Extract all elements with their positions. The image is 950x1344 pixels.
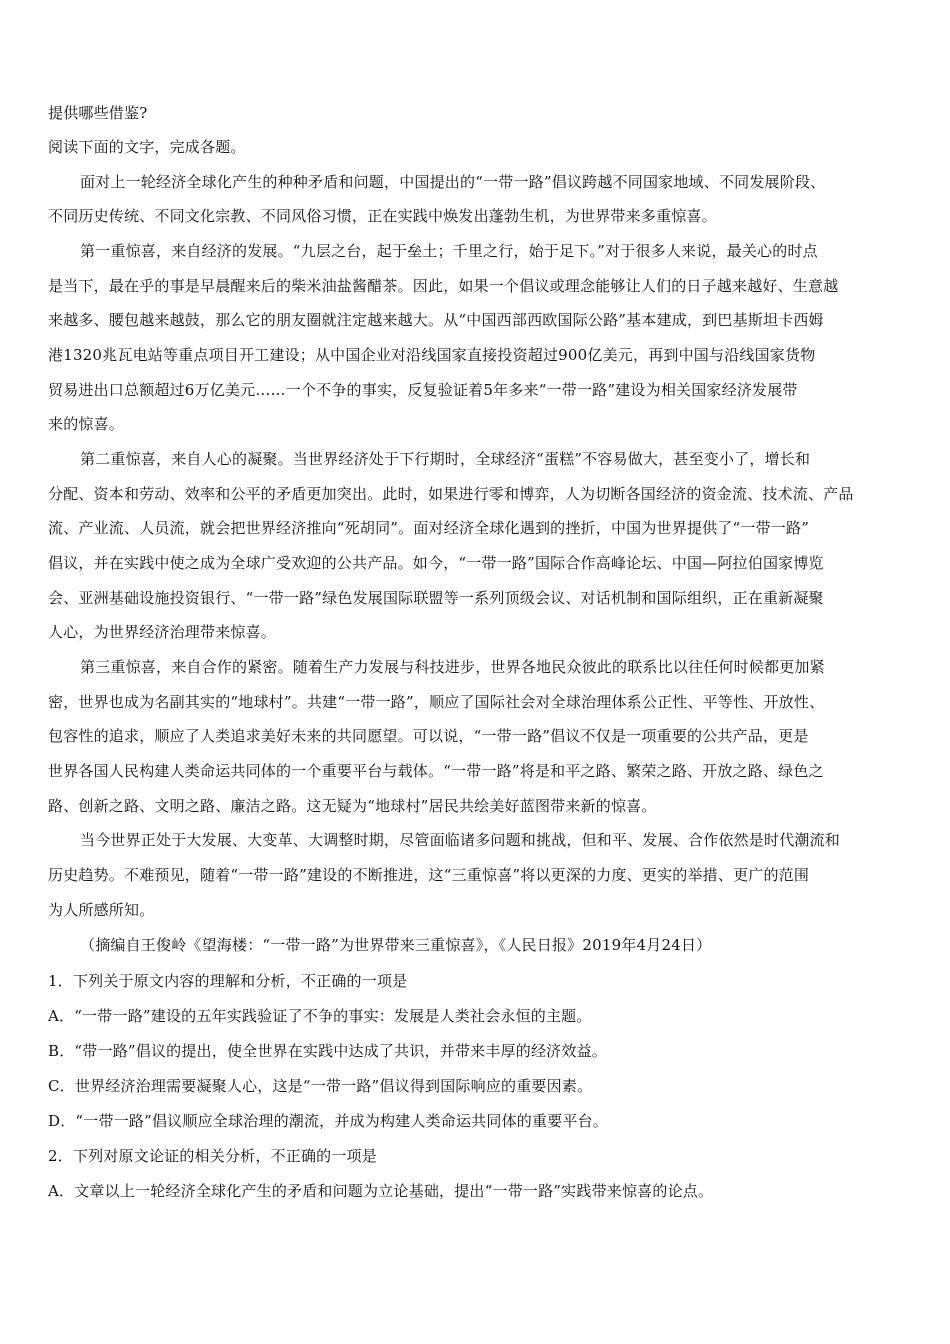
top-fragment: 提供哪些借鉴? (48, 104, 148, 122)
paragraph-2-line-6: 来的惊喜。 (48, 415, 125, 433)
question-2-stem: 2．下列对原文论证的相关分析，不正确的一项是 (48, 1147, 377, 1165)
paragraph-4-line-1: 第三重惊喜，来自合作的紧密。随着生产力发展与科技进步，世界各地民众彼此的联系比以往任何时候都更加紧 (80, 658, 825, 676)
paragraph-2-line-1: 第一重惊喜，来自经济的发展。“九层之台，起于垒土；千里之行，始于足下。”对于很多人来说，最关心的时点 (80, 242, 818, 260)
paragraph-4-line-3: 包容性的追求，顺应了人类追求美好未来的共同愿望。可以说，“一带一路”倡议不仅是一项重要的公共产品，更是 (48, 727, 809, 745)
question-1-option-c: C．世界经济治理需要凝聚人心，这是“一带一路”倡议得到国际响应的重要因素。 (48, 1077, 593, 1095)
paragraph-3-line-6: 人心，为世界经济治理带来惊喜。 (48, 623, 277, 641)
paragraph-2-line-3: 来越多、腰包越来越鼓，那么它的朋友圈就注定越来越大。从“中国西部西欧国际公路”基本建成，到巴基斯坦卡西姆 (48, 311, 824, 329)
question-1-option-a: A．“一带一路”建设的五年实践验证了不争的事实：发展是人类社会永恒的主题。 (48, 1007, 592, 1025)
paragraph-5-line-2: 历史趋势。不难预见，随着“一带一路”建设的不断推进，这“三重惊喜”将以更深的力度、更实的举措、更广的范围 (48, 866, 810, 884)
paragraph-5-line-3: 为人所感所知。 (48, 901, 155, 919)
paragraph-4-line-2: 密，世界也成为名副其实的“地球村”。共建“一带一路”，顺应了国际社会对全球治理体系公正性、平等性、开放性、 (48, 693, 825, 711)
paragraph-2-line-5: 贸易进出口总额超过6万亿美元……一个不争的事实，反复验证着5年多来“一带一路”建设为相关国家经济发展带 (48, 381, 798, 399)
source-citation: （摘编自王俊岭《望海楼：“一带一路”为世界带来三重惊喜》，《人民日报》2019年4月24日） (80, 936, 712, 954)
paragraph-2-line-2: 是当下，最在乎的事是早晨醒来后的柴米油盐酱醋茶。因此，如果一个倡议或理念能够让人们的日子越来越好、生意越 (48, 277, 839, 295)
paragraph-2-line-4: 港1320兆瓦电站等重点项目开工建设；从中国企业对沿线国家直接投资超过900亿美元，再到中国与沿线国家货物 (48, 346, 816, 364)
paragraph-3-line-5: 会、亚洲基础设施投资银行、“一带一路”绿色发展国际联盟等一系列顶级会议、对话机制和国际组织，正在重新凝聚 (48, 589, 824, 607)
paragraph-1-line-2: 不同历史传统、不同文化宗教、不同风俗习惯，正在实践中焕发出蓬勃生机，为世界带来多重惊喜。 (48, 207, 717, 225)
question-1-option-d: D．“一带一路”倡议顺应全球治理的潮流，并成为构建人类命运共同体的重要平台。 (48, 1112, 608, 1130)
paragraph-4-line-4: 世界各国人民构建人类命运共同体的一个重要平台与载体。“一带一路”将是和平之路、繁荣之路、开放之路、绿色之 (48, 762, 824, 780)
paragraph-3-line-1: 第二重惊喜，来自人心的凝聚。当世界经济处于下行期时，全球经济“蛋糕”不容易做大，甚至变小了，增长和 (80, 450, 811, 468)
paragraph-3-line-4: 倡议，并在实践中使之成为全球广受欢迎的公共产品。如今，“一带一路”国际合作高峰论坛、中国—阿拉伯国家博览 (48, 554, 824, 572)
question-1-option-b: B．“带一路”倡议的提出，使全世界在实践中达成了共识，并带来丰厚的经济效益。 (48, 1042, 607, 1060)
paragraph-4-line-5: 路、创新之路、文明之路、廉洁之路。这无疑为“地球村”居民共绘美好蓝图带来新的惊喜。 (48, 797, 657, 815)
question-1-stem: 1．下列关于原文内容的理解和分析，不正确的一项是 (48, 972, 408, 990)
question-2-option-a: A．文章以上一轮经济全球化产生的矛盾和问题为立论基础，提出“一带一路”实践带来惊喜的论点。 (48, 1182, 714, 1200)
paragraph-3-line-3: 流、产业流、人员流，就会把世界经济推向“死胡同”。面对经济全球化遇到的挫折，中国为世界提供了“一带一路” (48, 519, 810, 537)
paragraph-3-line-2: 分配、资本和劳动、效率和公平的矛盾更加突出。此时，如果进行零和博弈，人为切断各国经济的资金流、技术流、产品 (48, 485, 854, 503)
instruction: 阅读下面的文字，完成各题。 (48, 138, 246, 156)
paragraph-1-line-1: 面对上一轮经济全球化产生的种种矛盾和问题，中国提出的“一带一路”倡议跨越不同国家地域、不同发展阶段、 (80, 173, 826, 191)
paragraph-5-line-1: 当今世界正处于大发展、大变革、大调整时期，尽管面临诸多问题和挑战，但和平、发展、合作依然是时代潮流和 (80, 831, 841, 849)
